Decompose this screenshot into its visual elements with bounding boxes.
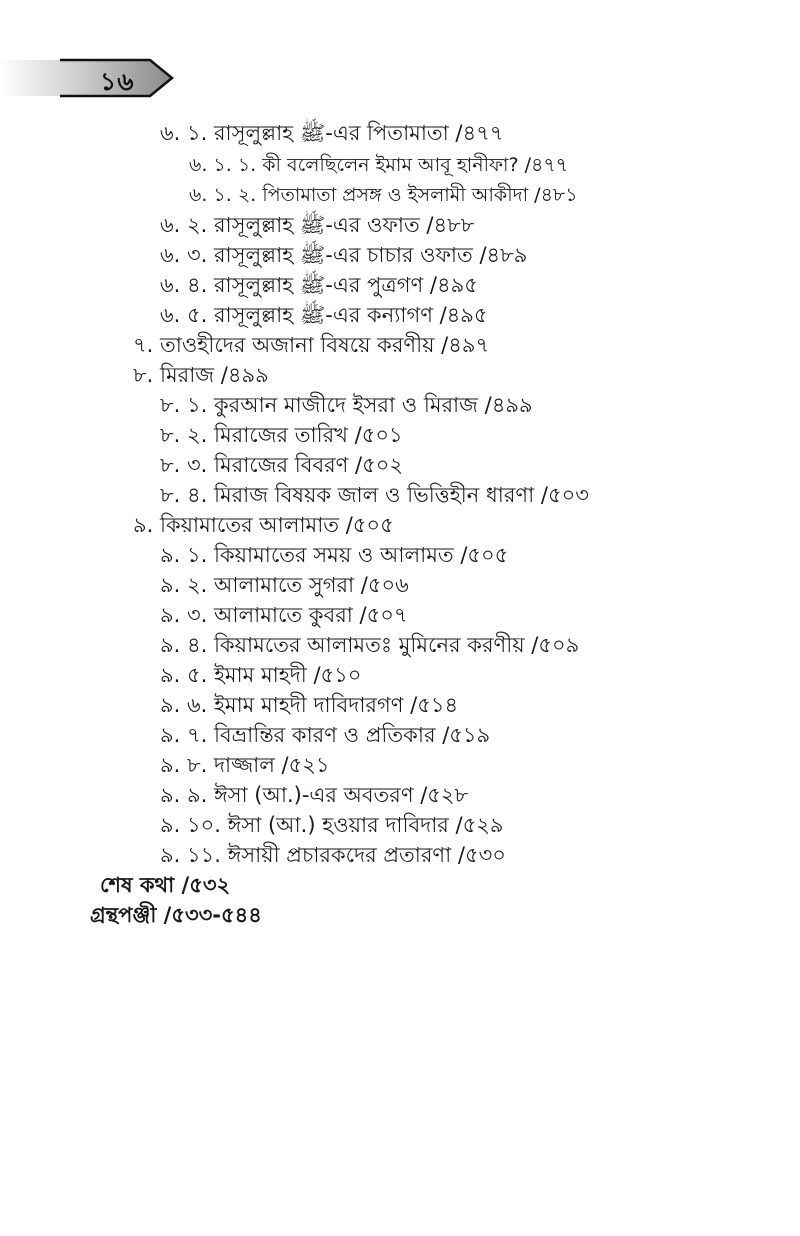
toc-entry: ৬. ২. রাসূলুল্লাহ ﷺ-এর ওফাত /৪৮৮ <box>160 213 475 237</box>
toc-entry-closing: শেষ কথা /৫৩২ <box>100 873 231 897</box>
toc-entry: ৯. ৪. কিয়ামতের আলামতঃ মুমিনের করণীয় /৫০৯ <box>160 633 580 657</box>
toc-entry: ৮. ৩. মিরাজের বিবরণ /৫০২ <box>160 453 404 477</box>
page-number: ১৬ <box>100 67 135 96</box>
toc-entry: ৯. ২. আলামাতে সুগরা /৫০৬ <box>160 573 409 597</box>
page-tab-arrow <box>0 56 175 100</box>
toc-entry: ৯. ৯. ঈসা (আ.)-এর অবতরণ /৫২৮ <box>160 783 469 807</box>
toc-entry: ৮. মিরাজ /৪৯৯ <box>133 363 269 387</box>
toc-entry: ৯. ৭. বিভ্রান্তির কারণ ও প্রতিকার /৫১৯ <box>160 723 491 747</box>
toc-entry: ৯. ৩. আলামাতে কুবরা /৫০৭ <box>160 603 408 627</box>
toc-entry: ৮. ৪. মিরাজ বিষয়ক জাল ও ভিত্তিহীন ধারণা /৫০৩ <box>160 483 589 507</box>
toc-entry: ৬. ১. রাসূলুল্লাহ ﷺ-এর পিতামাতা /৪৭৭ <box>160 121 504 145</box>
toc-entry: ৯. কিয়ামাতের আলামাত /৫০৫ <box>133 513 394 537</box>
toc-entry: ৯. ১. কিয়ামাতের সময় ও আলামত /৫০৫ <box>160 543 509 567</box>
toc-entry: ৮. ১. কুরআন মাজীদে ইসরা ও মিরাজ /৪৯৯ <box>160 393 533 417</box>
toc-entry-bibliography: গ্রন্থপঞ্জী /৫৩৩-৫৪৪ <box>90 903 262 927</box>
toc-entry: ৬. ১. ১. কী বলেছিলেন ইমাম আবূ হানীফা? /৪৭৭ <box>189 154 569 176</box>
toc-entry: ৯. ৮. দাজ্জাল /৫২১ <box>160 753 330 777</box>
toc-entry: ৬. ৪. রাসূলুল্লাহ ﷺ-এর পুত্রগণ /৪৯৫ <box>160 273 478 297</box>
toc-entry: ৯. ১১. ঈসায়ী প্রচারকদের প্রতারণা /৫৩০ <box>160 843 506 867</box>
toc-entry: ৭. তাওহীদের অজানা বিষয়ে করণীয় /৪৯৭ <box>133 333 490 357</box>
toc-entry: ৬. ১. ২. পিতামাতা প্রসঙ্গ ও ইসলামী আকীদা /৪৮১ <box>189 184 578 206</box>
toc-entry: ৬. ৫. রাসূলুল্লাহ ﷺ-এর কন্যাগণ /৪৯৫ <box>160 303 488 327</box>
toc-entry: ৬. ৩. রাসূলুল্লাহ ﷺ-এর চাচার ওফাত /৪৮৯ <box>160 243 528 267</box>
toc-entry: ৯. ৬. ইমাম মাহদী দাবিদারগণ /৫১৪ <box>160 693 459 717</box>
toc-entry: ৮. ২. মিরাজের তারিখ /৫০১ <box>160 423 403 447</box>
toc-entry: ৯. ১০. ঈসা (আ.) হওয়ার দাবিদার /৫২৯ <box>160 813 504 837</box>
toc-entry: ৯. ৫. ইমাম মাহদী /৫১০ <box>160 663 362 687</box>
page-number-tab <box>0 56 175 100</box>
